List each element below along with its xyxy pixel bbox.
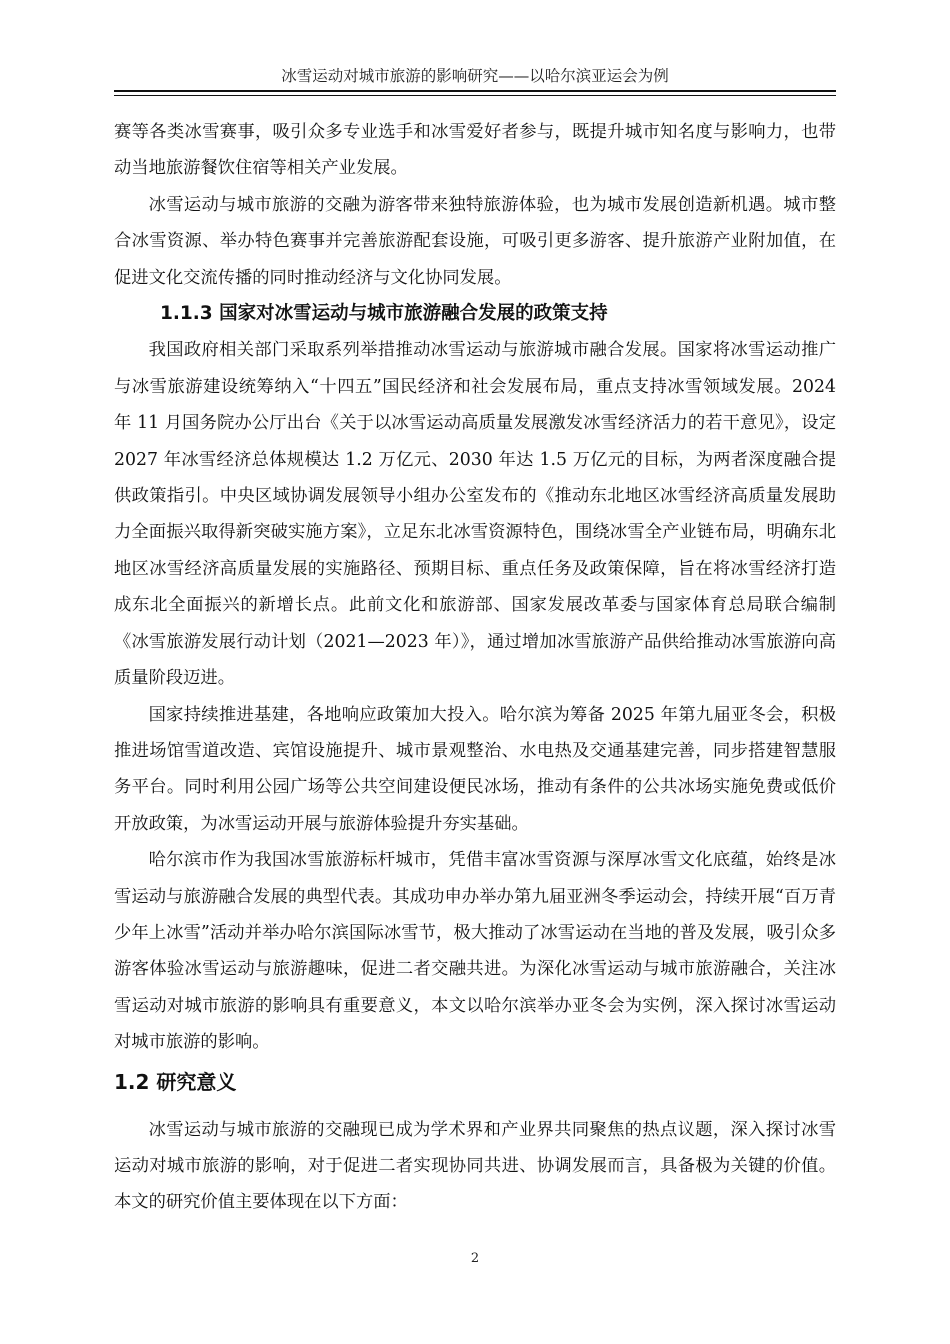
header-rule-thin	[114, 95, 836, 96]
paragraph-policy: 我国政府相关部门采取系列举措推动冰雪运动与旅游城市融合发展。国家将冰雪运动推广与冰雪旅游建设统筹纳入“十四五”国民经济和社会发展布局，重点支持冰雪领域发展。2024 年 11 月国务院办公厅出台《关于以冰雪运动高质量发展激发冰雪经济活力的若干意见》，设定 2027 年冰雪经济总体规模达 1.2 万亿元、2030 年达 1.5 万亿元的目标，为两者深度融合提供政策指引。中央区域协调发展领导小组办公室发布的《推动东北地区冰雪经济高质量发展助力全面振兴取得新突破实施方案》，立足东北冰雪资源特色，围绕冰雪全产业链布局，明确东北地区冰雪经济高质量发展的实施路径、预期目标、重点任务及政策保障，旨在将冰雪经济打造成东北全面振兴的新增长点。此前文化和旅游部、国家发展改革委与国家体育总局联合编制《冰雪旅游发展行动计划（2021—2023 年）》，通过增加冰雪旅游产品供给推动冰雪旅游向高质量阶段迈进。	[114, 340, 836, 689]
page-body	[114, 114, 836, 1221]
running-header: 冰雪运动对城市旅游的影响研究——以哈尔滨亚运会为例	[281, 67, 669, 85]
section-heading-1-2: 1.2 研究意义	[114, 1069, 237, 1094]
header-rule-thick	[114, 90, 836, 92]
page-number: 2	[470, 1251, 480, 1266]
paragraph-significance: 冰雪运动与城市旅游的交融现已成为学术界和产业界共同聚焦的热点议题，深入探讨冰雪运动对城市旅游的影响，对于促进二者实现协同共进、协调发展而言，具备极为关键的价值。本文的研究价值主要体现在以下方面：	[114, 1119, 836, 1213]
paragraph-fusion: 冰雪运动与城市旅游的交融为游客带来独特旅游体验，也为城市发展创造新机遇。城市整合冰雪资源、举办特色赛事并完善旅游配套设施，可吸引更多游客、提升旅游产业附加值，在促进文化交流传播的同时推动经济与文化协同发展。	[114, 194, 836, 288]
paragraph-infrastructure: 国家持续推进基建，各地响应政策加大投入。哈尔滨为筹备 2025 年第九届亚冬会，积极推进场馆雪道改造、宾馆设施提升、城市景观整治、水电热及交通基建完善，同步搭建智慧服务平台。同时利用公园广场等公共空间建设便民冰场，推动有条件的公共冰场实施免费或低价开放政策，为冰雪运动开展与旅游体验提升夯实基础。	[114, 704, 836, 834]
paragraph-continued: 赛等各类冰雪赛事，吸引众多专业选手和冰雪爱好者参与，既提升城市知名度与影响力，也带动当地旅游餐饮住宿等相关产业发展。	[114, 122, 836, 179]
paragraph-harbin: 哈尔滨市作为我国冰雪旅游标杆城市，凭借丰富冰雪资源与深厚冰雪文化底蕴，始终是冰雪运动与旅游融合发展的典型代表。其成功申办举办第九届亚洲冬季运动会，持续开展“百万青少年上冰雪”活动并举办哈尔滨国际冰雪节，极大推动了冰雪运动在当地的普及发展，吸引众多游客体验冰雪运动与旅游趣味，促进二者交融共进。为深化冰雪运动与城市旅游融合，关注冰雪运动对城市旅游的影响具有重要意义，本文以哈尔滨举办亚冬会为实例，深入探讨冰雪运动对城市旅游的影响。	[114, 850, 836, 1053]
section-heading-1-1-3: 1.1.3 国家对冰雪运动与城市旅游融合发展的政策支持	[160, 303, 608, 325]
